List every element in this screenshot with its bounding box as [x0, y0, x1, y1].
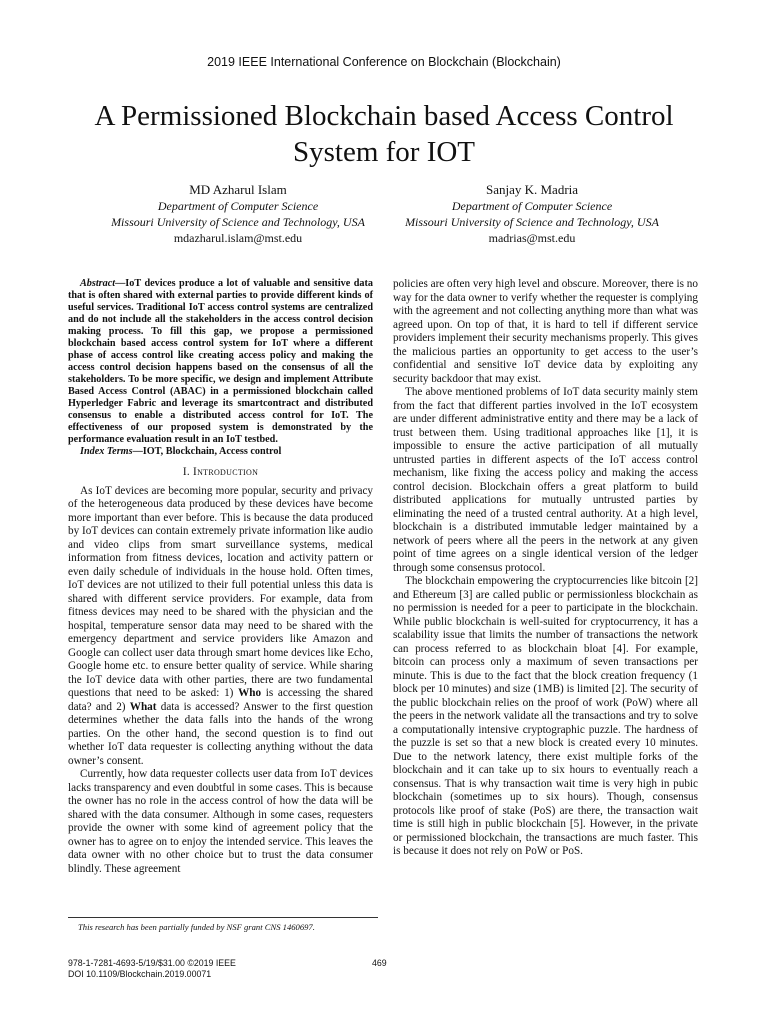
- author-block-1: [73, 182, 403, 246]
- doi-line: DOI 10.1109/Blockchain.2019.00071: [68, 969, 212, 979]
- intro-paragraph-1: [68, 485, 373, 769]
- author-block-2: [367, 182, 697, 246]
- author-name: Sanjay K. Madria: [485, 182, 579, 197]
- author-department: Department of Computer Science: [157, 199, 319, 213]
- body-paragraph-2: The above mentioned problems of IoT data security mainly stem from the fact that different parties involved in the IoT ecosystem are under different administrative entity and there may be a lack of trust between them. Using traditional approaches like [1], it is impossible to ensure the active participation of all mutually untrusted parties in different aspects of the IoT access control mechanism, like fixing the access policy and making the access control decision. Blockchain offers a great platform to build distributed applications for mutually untrusted parties by eliminating the need of a trusted central authority. At a high level, blockchain is a distributed immutable ledger maintained by a network of peers where all the peers in the network at any given point of time agrees on a single identical version of the ledger through some consensus protocol.: [393, 386, 698, 574]
- intro-text: is accessing the shared data? and 2): [68, 687, 373, 713]
- author-email: madrias@mst.edu: [488, 231, 576, 245]
- emphasis-what: What: [129, 700, 157, 713]
- right-column: [393, 278, 698, 859]
- abstract: [68, 278, 373, 446]
- author-affiliation: Missouri University of Science and Technology, USA: [405, 215, 659, 229]
- abstract-label: Abstract: [80, 278, 116, 289]
- abstract-text: —IoT devices produce a lot of valuable and sensitive data that is often shared with external parties to provide different kinds of useful services. Traditional IoT access control systems are centralized and do not include all the stakeholders in the access control decision making process. To fill this gap, we propose a permissioned blockchain based access control system for IoT where a different phase of access control like creating access policy and making the access control decision happens based on the consensus of all the stakeholders. To be more specific, we design and implement Attribute Based Access Control (ABAC) in a permissioned blockchain called Hyperledger Fabric and leverage its smartcontract and distributed consensus to enable a distributed access control for IoT. The effectiveness of our proposed system is demonstrated by the performance evaluation result in an IoT testbed.: [68, 278, 373, 445]
- intro-text: data is accessed? Answer to the first question determines whether the data falls into the hands of the wrong parties. On the other hand, the second question is to find out whether IoT data requester is collecting anything without the data owner’s consent.: [68, 700, 373, 767]
- index-terms: [68, 446, 373, 458]
- left-column: [68, 278, 373, 876]
- intro-paragraph-2: Currently, how data requester collects user data from IoT devices lacks transparency and even doubtful in some cases. This is because the owner has no role in the access control of how the data will be shared with the data consumer. Although in some cases, requesters provide the owner with some kind of agreement policy that the owner has to agree on to enjoy the intended service. This leaves the data owner with no other choice but to trust the data consumer blindly. These agreement: [68, 768, 373, 875]
- footer-identifiers: [68, 958, 236, 980]
- intro-text: As IoT devices are becoming more popular, security and privacy of the heterogeneous data produced by these devices have become more important than ever before. This is because the data produced by IoT devices can contain extremely private information like audio and video clips from smart surveillance systems, medical information from fitness devices, location and activity pattern or even daily schedule of individuals in the house hold. Often times, IoT devices are not utilized to their full potential unless this data is shared with different service providers. For example, data from fitness devices may need to be shared with the physician and the hospital, temperature sensor data may need to be shared with the emergency department and service providers like Amazon and Google can collect user data through smart home devices like Echo, Google home etc. to ensure better quality of service. While sharing the IoT device data with other parties, there are two fundamental questions that need to be asked: 1): [68, 484, 373, 699]
- paper-title: [60, 98, 708, 170]
- author-affiliation: Missouri University of Science and Technology, USA: [111, 215, 365, 229]
- title-line-1: A Permissioned Blockchain based Access Control: [94, 100, 674, 132]
- author-name: MD Azharul Islam: [189, 182, 287, 197]
- title-line-2: System for IOT: [292, 136, 476, 168]
- body-paragraph-3: The blockchain empowering the cryptocurrencies like bitcoin [2] and Ethereum [3] are called public or permissionless blockchain as no permission is needed for a peer to participate in the blockchain. While public blockchain is well-suited for cryptocurrency, it has a scalability issue that limits the number of transactions the network can process referred to as blockchain bloat [4]. For example, bitcoin can process only a maximum of seven transactions per minute. This is due to the fact that the block creation frequency (1 block per 10 minutes) and size (1MB) is limited [2]. The security of the public blockchain relies on the proof of work (PoW) where all the peers in the network validate all the transactions and try to solve a computationally intensive cryptographic puzzle. The hardness of the puzzle is set so that a new block is created every 10 minutes. Due to the network latency, there exist multiple forks of the blockchain and it can take up to six hours to eventually reach a consensus. That is why transaction wait time is very high in pubic blockchain (sometimes up to six hours). Though, consensus protocols like proof of stake (PoS) are there, the transaction wait time is still high in public blockchain [5]. However, in the private or permissioned blockchain, the transactions are much faster. This is because it does not rely on PoW or PoS.: [393, 575, 698, 857]
- conference-header: 2019 IEEE International Conference on Blockchain (Blockchain): [207, 55, 561, 69]
- emphasis-who: Who: [238, 687, 262, 699]
- section-heading: I. Introduction: [182, 466, 259, 478]
- index-terms-label: Index Terms: [80, 446, 133, 457]
- author-department: Department of Computer Science: [451, 199, 613, 213]
- author-email: mdazharul.islam@mst.edu: [173, 231, 303, 245]
- index-terms-text: —IOT, Blockchain, Access control: [132, 446, 282, 457]
- page-number: 469: [372, 958, 387, 968]
- body-paragraph-1: policies are often very high level and obscure. Moreover, there is no way for the data owner to verify whether the requester is complying with the agreement and not collecting anything more than what was agreed upon. On top of that, it is hard to tell if different service providers implement their security mechanisms properly. This gives the malicious parties an opportunity to get access to the user’s confidential and sensitive IoT device data by exploiting any security backdoor that may exist.: [393, 278, 698, 385]
- funding-footnote: This research has been partially funded by NSF grant CNS 1460697.: [68, 917, 378, 932]
- isbn-line: 978-1-7281-4693-5/19/$31.00 ©2019 IEEE: [68, 958, 236, 968]
